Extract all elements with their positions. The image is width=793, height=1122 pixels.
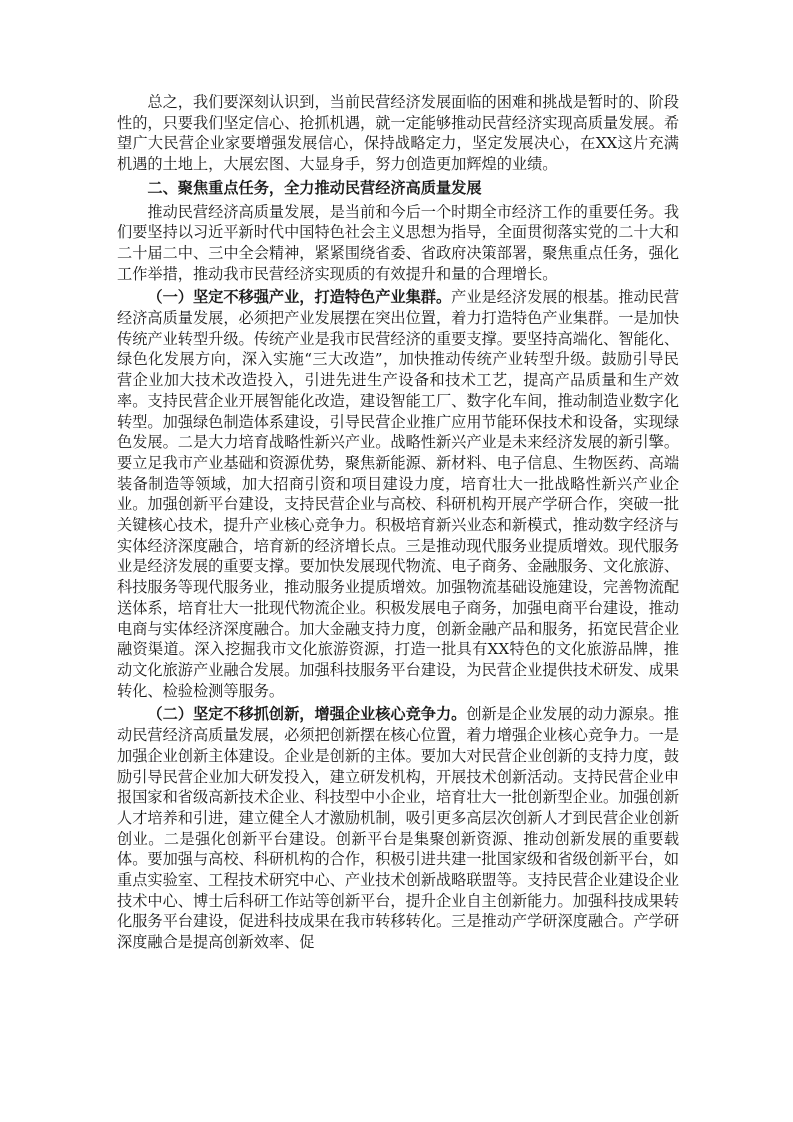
paragraph-intro: 推动民营经济高质量发展，是当前和今后一个时期全市经济工作的重要任务。我们要坚持以习近平新时代中国特色社会主义思想为指导，全面贯彻落实党的二十大和二十届二中、三中全会精神，紧紧围绕省委、省政府决策部署，聚焦重点任务，强化工作举措，推动我市民营经济实现质的有效提升和量的合理增长。	[117, 202, 679, 283]
subheading-innovation: （二）坚定不移抓创新，增强企业核心竞争力。	[147, 705, 467, 724]
paragraph-innovation-body: 创新是企业发展的动力源泉。推动民营经济高质量发展，必须把创新摆在核心位置，着力增强企业核心竞争力。一是加强企业创新主体建设。企业是创新的主体。要加大对民营企业创新的支持力度，鼓励引导民营企业加大研发投入，建立研发机构，开展技术创新活动。支持民营企业申报国家和省级高新技术企业、科技型中小企业，培育壮大一批创新型企业。加强创新人才培养和引进，建立健全人才激励机制，吸引更多高层次创新人才到民营企业创新创业。二是强化创新平台建设。创新平台是集聚创新资源、推动创新发展的重要载体。要加强与高校、科研机构的合作，积极引进共建一批国家级和省级创新平台，如重点实验室、工程技术研究中心、产业技术创新战略联盟等。支持民营企业建设企业技术中心、博士后科研工作站等创新平台，提升企业自主创新能力。加强科技成果转化服务平台建设，促进科技成果在我市转移转化。三是推动产学研深度融合。产学研深度融合是提高创新效率、促	[117, 705, 680, 952]
section-heading: 二、聚焦重点任务，全力推动民营经济高质量发展	[147, 178, 482, 197]
paragraph-industry-body: 产业是经济发展的根基。推动民营经济高质量发展，必须把产业发展摆在突出位置，着力打造特色产业集群。一是加快传统产业转型升级。传统产业是我市民营经济的重要支撑。要坚持高端化、智能化、绿色化发展方向，深入实施“三大改造”，加快推动传统产业转型升级。鼓励引导民营企业加大技术改造投入，引进先进生产设备和技术工艺，提高产品质量和生产效率。支持民营企业开展智能化改造，建设智能工厂、数字化车间，推动制造业数字化转型。加强绿色制造体系建设，引导民营企业推广应用节能环保技术和设备，实现绿色发展。二是大力培育战略性新兴产业。战略性新兴产业是未来经济发展的新引擎。要立足我市产业基础和资源优势，聚焦新能源、新材料、电子信息、生物医药、高端装备制造等领域，加大招商引资和项目建设力度，培育壮大一批战略性新兴产业企业。加强创新平台建设，支持民营企业与高校、科研机构开展产学研合作，突破一批关键核心技术，提升产业核心竞争力。积极培育新兴业态和新模式，推动数字经济与实体经济深度融合，培育新的经济增长点。三是推动现代服务业提质增效。现代服务业是经济发展的重要支撑。要加快发展现代物流、电子商务、金融服务、文化旅游、科技服务等现代服务业，推动服务业提质增效。加强物流基础设施建设，完善物流配送体系，培育壮大一批现代物流企业。积极发展电子商务，加强电商平台建设，推动电商与实体经济深度融合。加大金融支持力度，创新金融产品和服务，拓宽民营企业融资渠道。深入挖掘我市文化旅游资源，打造一批具有XX特色的文化旅游品牌，推动文化旅游产业融合发展。加强科技服务平台建设，为民营企业提供技术研发、成果转化、检验检测等服务。	[117, 288, 680, 700]
paragraph-industry	[117, 287, 679, 701]
document-page	[117, 92, 679, 953]
subheading-industry: （一）坚定不移强产业，打造特色产业集群。	[147, 288, 452, 307]
paragraph-conclusion: 总之，我们要深刻认识到，当前民营经济发展面临的困难和挑战是暂时的、阶段性的，只要我们坚定信心、抢抓机遇，就一定能够推动民营经济实现高质量发展。希望广大民营企业家要增强发展信心，保持战略定力，坚定发展决心，在XX这片充满机遇的土地上，大展宏图、大显身手，努力创造更加辉煌的业绩。	[117, 93, 679, 174]
paragraph-innovation	[117, 704, 679, 952]
